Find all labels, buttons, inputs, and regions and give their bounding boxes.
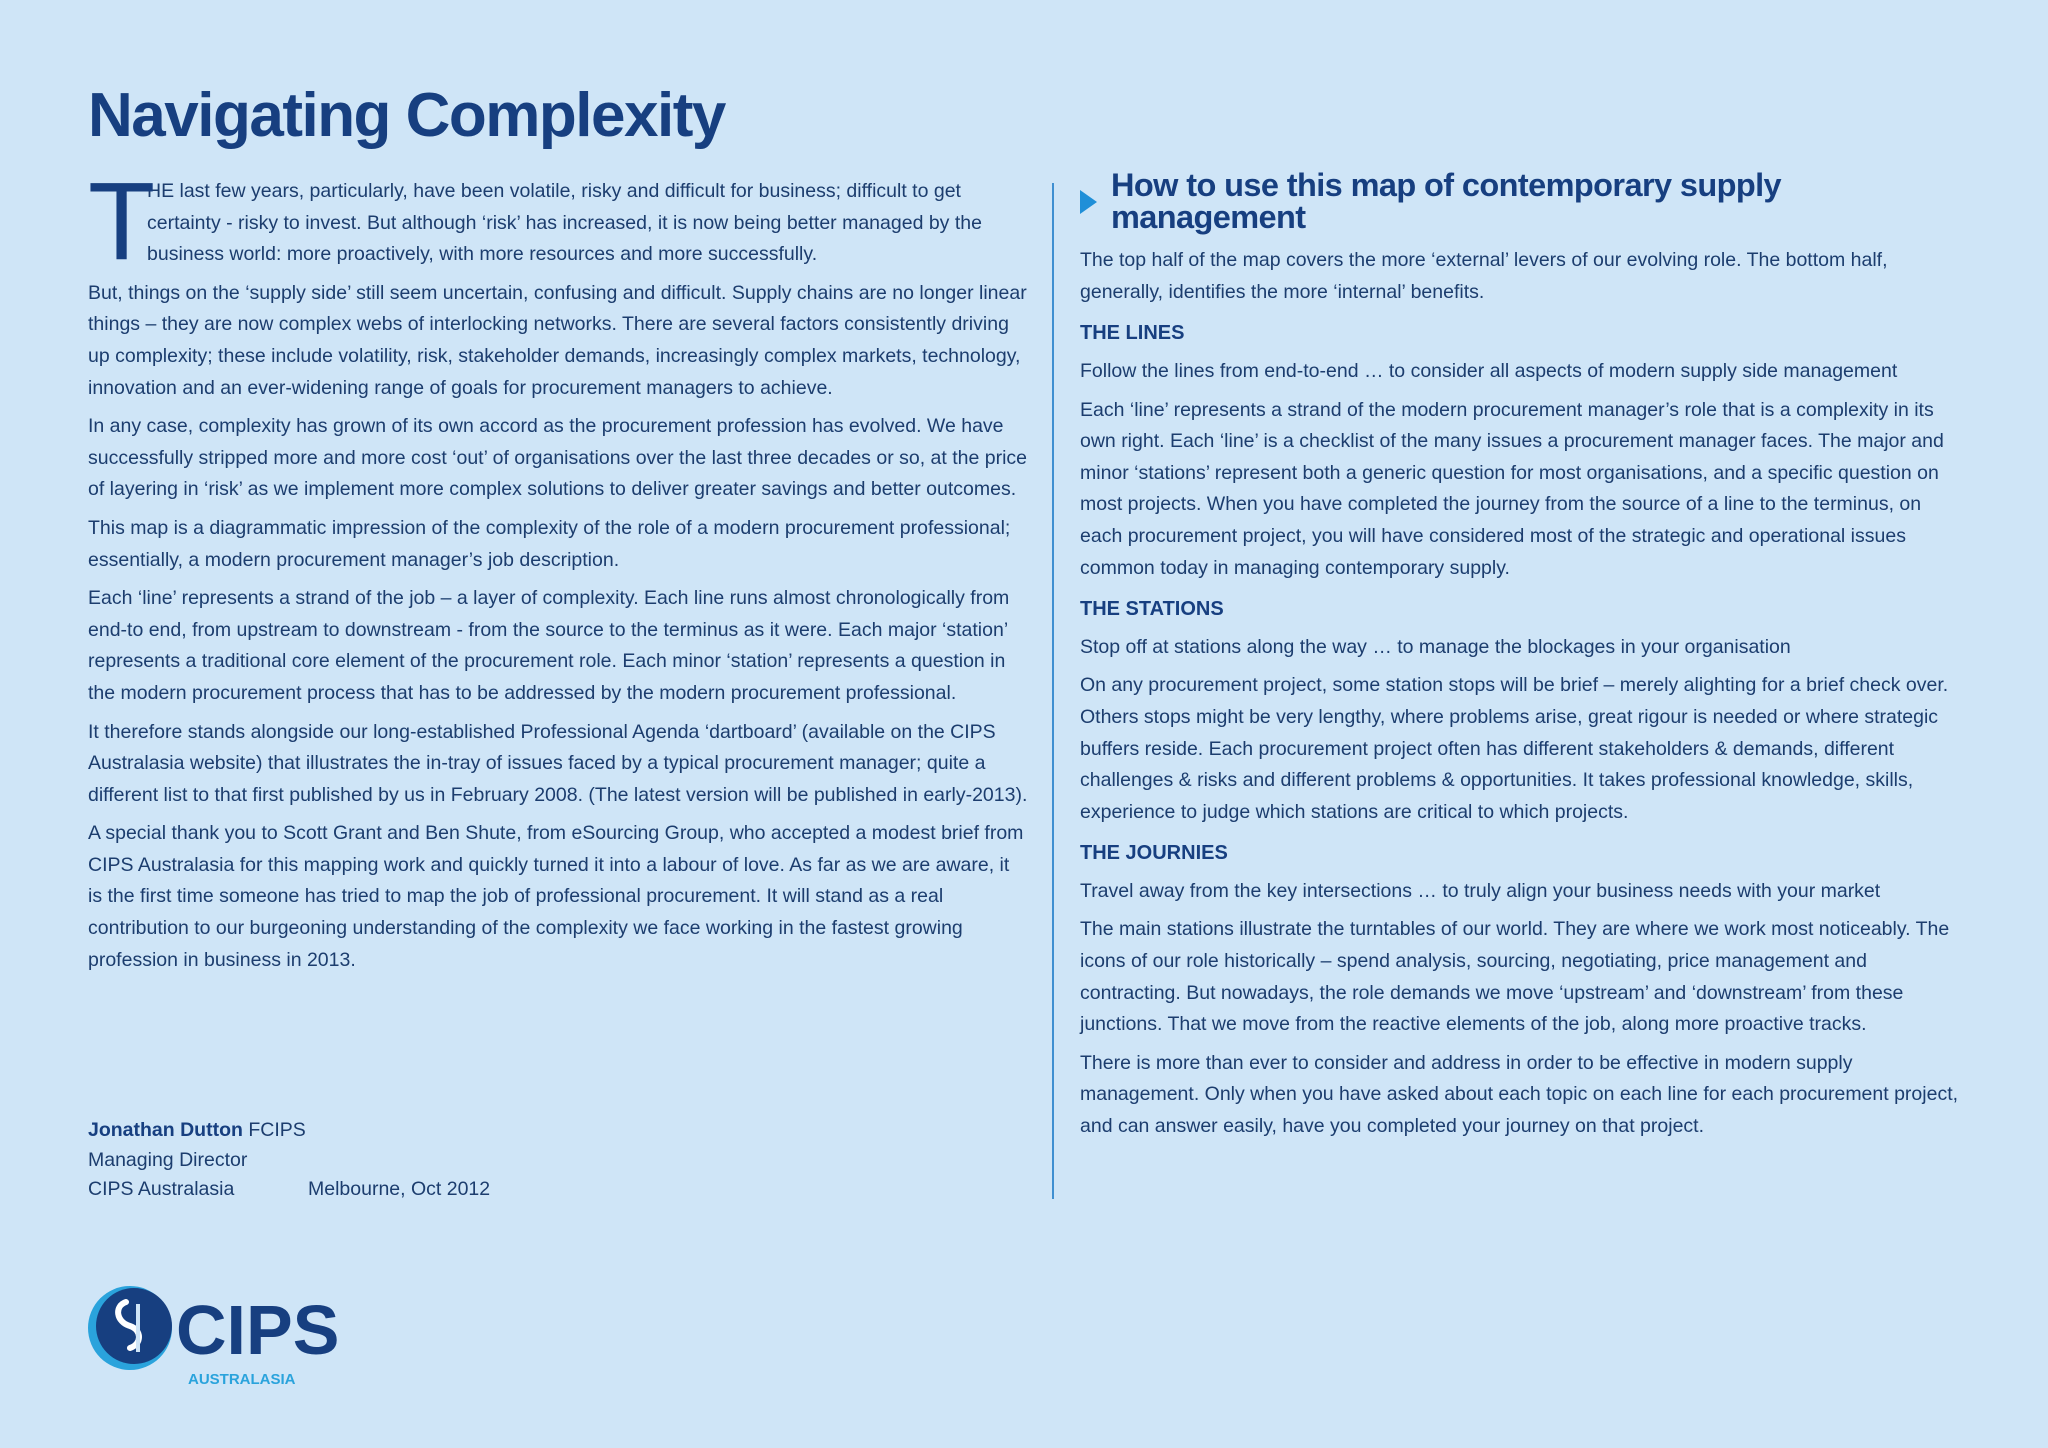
body-paragraph: Follow the lines from end-to-end … to consider all aspects of modern supply side management <box>1080 359 1898 382</box>
signature-name: Jonathan Dutton <box>88 1119 243 1141</box>
signature-org-row <box>88 1175 490 1205</box>
cips-logo <box>86 1282 346 1394</box>
signature-role: Managing Director <box>88 1148 248 1171</box>
body-paragraph: There is more than ever to consider and address in order to be effective in modern supply management. Only when you have asked about each topic on each line for each procurement project, and can answer easily, have you completed your journey on that project. <box>1080 1051 1959 1138</box>
subheading-journies: THE JOURNIES <box>1080 842 1228 865</box>
signature-place-date: Melbourne, Oct 2012 <box>308 1178 491 1200</box>
body-paragraph: This map is a diagrammatic impression of the complexity of the role of a modern procurement professional; essentially, a modern procurement manager’s job description. <box>88 516 1011 571</box>
play-triangle-icon <box>1080 190 1097 214</box>
section-heading-text: How to use this map of contemporary supply management <box>1111 167 1782 235</box>
intro-paragraph <box>88 160 1028 283</box>
intro-text: HE last few years, particularly, have been volatile, risky and difficult for business; difficult to get certainty - risky to invest. But although ‘risk’ has increased, it is now being better managed by the business world: more proactively, with more resources and more successfully. <box>147 180 982 266</box>
signature-block <box>88 1116 490 1205</box>
logo-region: AUSTRALASIA <box>188 1371 296 1388</box>
body-paragraph: On any procurement project, some station stops will be brief – merely alighting for a brief check over. Others stops might be very lengthy, where problems arise, great rigour is needed or where strategic buffers reside. Each procurement project often has different stakeholders & demands, different challenges & risks and different problems & opportunities. It takes professional knowledge, skills, experience to judge which stations are critical to which projects. <box>1080 674 1949 823</box>
section-heading <box>1080 167 1960 235</box>
subheading-stations: THE STATIONS <box>1080 598 1224 621</box>
signature-org: CIPS Australasia <box>88 1178 235 1200</box>
drop-cap: T <box>88 160 156 283</box>
signature-suffix: FCIPS <box>242 1119 306 1141</box>
subheading-lines: THE LINES <box>1080 322 1185 345</box>
right-column <box>1080 167 1960 1150</box>
right-intro: The top half of the map covers the more ‘external’ levers of our evolving role. The bottom half, generally, identifies the more ‘internal’ benefits. <box>1080 249 1888 303</box>
body-paragraph: Each ‘line’ represents a strand of the modern procurement manager’s role that is a complexity in its own right. Each ‘line’ is a checklist of the many issues a procurement manager faces. The major and minor ‘stations’ represent both a generic question for most organisations, and a specific question on most projects. When you have completed the journey from the source of a line to the terminus, on each procurement project, you will have considered most of the strategic and operational issues common today in managing contemporary supply. <box>1080 398 1944 579</box>
body-paragraph: It therefore stands alongside our long-established Professional Agenda ‘dartboard’ (available on the CIPS Australasia website) that illustrates the in-tray of issues faced by a typical procurement manager; quite a different list to that first published by us in February 2008. (The latest version will be published in early-2013). <box>88 720 1028 806</box>
column-divider <box>1052 183 1054 1199</box>
signature-name-line <box>88 1116 490 1146</box>
body-paragraph: Stop off at stations along the way … to manage the blockages in your organisation <box>1080 635 1791 658</box>
body-paragraph: A special thank you to Scott Grant and Ben Shute, from eSourcing Group, who accepted a modest brief from CIPS Australasia for this mapping work and quickly turned it into a labour of love. As far as we are aware, it is the first time someone has tried to map the job of professional procurement. It will stand as a real contribution to our burgeoning understanding of the complexity we face working in the fastest growing profession in business in 2013. <box>88 822 1024 971</box>
body-paragraph: Travel away from the key intersections … to truly align your business needs with your market <box>1080 879 1881 902</box>
body-paragraph: The main stations illustrate the turntables of our world. They are where we work most noticeably. The icons of our role historically – spend analysis, sourcing, negotiating, price management and contracting. But nowadays, the role demands we move ‘upstream’ and ‘downstream’ from these junctions. That we move from the reactive elements of the job, along more proactive tracks. <box>1080 918 1950 1036</box>
left-column <box>88 160 1028 983</box>
body-paragraph: But, things on the ‘supply side’ still seem uncertain, confusing and difficult. Supply chains are no longer linear things – they are now complex webs of interlocking networks. There are several factors consistently driving up complexity; these include volatility, risk, stakeholder demands, increasingly complex markets, technology, innovation and an ever-widening range of goals for procurement managers to achieve. <box>88 281 1027 399</box>
body-paragraph: In any case, complexity has grown of its own accord as the procurement profession has evolved. We have successfully stripped more and more cost ‘out’ of organisations over the last three decades or so, at the price of layering in ‘risk’ as we implement more complex solutions to deliver greater savings and better outcomes. <box>88 415 1028 501</box>
logo-wordmark: CIPS <box>176 1291 340 1369</box>
body-paragraph: Each ‘line’ represents a strand of the job – a layer of complexity. Each line runs almost chronologically from end-to end, from upstream to downstream - from the source to the terminus as it were. Each major ‘station’ represents a traditional core element of the procurement role. Each minor ‘station’ represents a question in the modern procurement process that has to be addressed by the modern procurement professional. <box>88 587 1010 704</box>
page-title: Navigating Complexity <box>88 81 725 150</box>
